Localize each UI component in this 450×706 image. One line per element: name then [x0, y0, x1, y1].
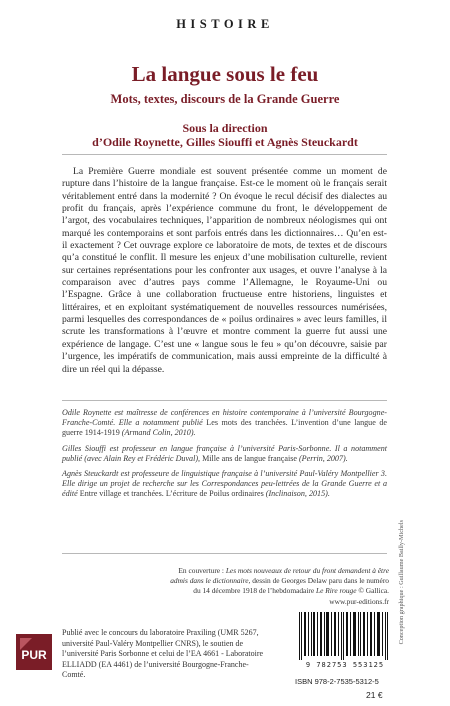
middle-divider — [62, 400, 387, 401]
bio-steuckardt: Agnès Steuckardt est professeure de linguistique française à l’université Paul-Valéry Montpellier 3. Elle dirige un projet de recherche sur les Correspondances peu-lettrées de la Grande Guerre et a édité Entre village et tranchées. L’écriture de Poilus ordinaires (Inclinaison, 2015). — [62, 469, 387, 499]
pur-logo-icon — [16, 634, 52, 670]
barcode-digits: 9 782753 553125 — [305, 661, 385, 669]
cover-credit: En couverture : Les mots nouveaux de retour du front demandent à être admis dans le dictionnaire, dessin de Georges Delaw paru dans le numéro du 14 décembre 1918 de l’hebdomadaire Le Rire rouge © Gallica. www.pur-editions.fr — [170, 566, 389, 606]
publisher-url[interactable]: www.pur-editions.fr — [329, 596, 389, 606]
editors-intro: Sous la direction — [182, 121, 268, 135]
author-bios — [62, 408, 387, 505]
barcode-icon — [297, 612, 393, 660]
book-subtitle: Mots, textes, discours de la Grande Guerre — [110, 92, 340, 106]
top-divider — [62, 154, 387, 155]
logo-text: PUR — [21, 648, 47, 662]
barcode — [297, 612, 393, 669]
series-label: HISTOIRE — [176, 17, 274, 31]
editors-names: d’Odile Roynette, Gilles Siouffi et Agnès Steuckardt — [92, 135, 358, 149]
isbn: ISBN 978-2-7535-5312-5 — [295, 677, 379, 686]
bio-siouffi: Gilles Siouffi est professeur en langue française à l’université Paris-Sorbonne. Il a notamment publié (avec Alain Rey et Frédéric Duval), Mille ans de langue française (Perrin, 2007). — [62, 443, 387, 463]
book-title: La langue sous le feu — [131, 62, 319, 86]
bio-roynette: Odile Roynette est maîtresse de conférences en histoire contemporaine à l’université Bourgogne-Franche-Comté. Elle a notamment publié Les mots des tranchées. L’invention d’une langue de guerre 1914-1919 (Armand Colin, 2010). — [62, 408, 387, 438]
book-summary: La Première Guerre mondiale est souvent présentée comme un moment de rupture dans l’histoire de la langue française. Est-ce le moment où le français serait véritablement entré dans la modernité ? On évoque le recul décisif des dialectes au profit du français, après l’expérience commune du front, le développement de l’argot, des vocabulaires techniques, l’apparition de nombreux néologismes qui ont marqué les contemporains et sont parfois entrés dans les dictionnaires… Qu’en est-il exactement ? Cet ouvrage explore ce laboratoire de mots, de textes et de discours qu’a constitué le conflit. Il mesure les enjeux d’une mobilisation culturelle, revient sur certaines représentations pour les confronter aux usages, et ouvre l’analyse à la comparaison avec d’autres pays comme l’Allemagne, le Royaume-Uni ou l’Espagne. Grâce à une collaboration fructueuse entre historiens, linguistes et littéraires, et en exploitant systématiquement de nouvelles ressources numérisées, parmi lesquelles des correspondances de « poilus ordinaires » avec leurs familles, il scrute les transformations à l’œuvre et montre comment la guerre fut aussi une expérience de langage. C’est une « langue sous le feu » qu’on découvre, saisie par l’urgence, les impératifs de communication, mais aussi empreinte de la difficulté à dire un réel qui la dépasse. — [62, 166, 387, 375]
design-credit: Conception graphique : Guillaume Bailly-Michels — [398, 520, 405, 645]
lower-divider — [62, 553, 387, 554]
price: 21 € — [366, 690, 383, 700]
editors — [0, 121, 450, 149]
sponsors-note: Publié avec le concours du laboratoire Praxiling (UMR 5267, université Paul-Valéry Montpellier CNRS), le soutien de l’université Paris Sorbonne et celui de l’EA 4661 - Laboratoire ELLIADD (EA 4461) de l’université Bourgogne-Franche-Comté. — [62, 628, 264, 680]
